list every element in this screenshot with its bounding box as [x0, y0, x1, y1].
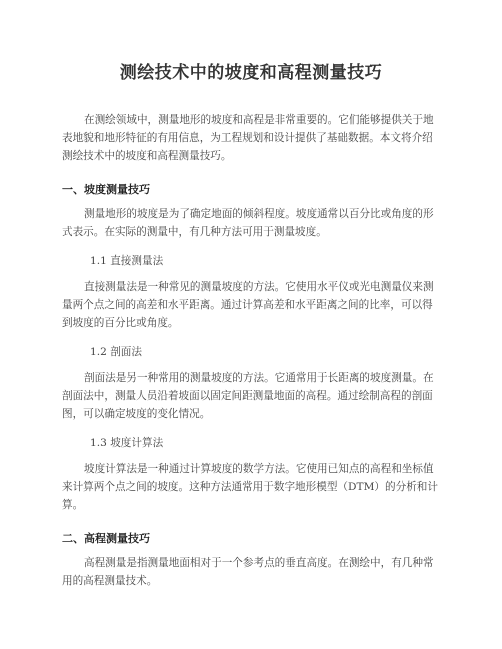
subsection-heading-profile: 1.2 剖面法: [90, 346, 142, 358]
section-heading-slope: 一、坡度测量技巧: [62, 183, 150, 196]
subsection-paragraph-calc: 坡度计算法是一种通过计算坡度的数学方法。它使用已知点的高程和坐标值来计算两个点之间的坡度。这种方法通常用于数字地形模型（DTM）的分析和计算。: [62, 463, 438, 511]
subsection-heading-calc: 1.3 坡度计算法: [90, 437, 164, 449]
section-paragraph-elevation: 高程测量是指测量地面相对于一个参考点的垂直高度。在测绘中，有几种常用的高程测量技术。: [62, 557, 434, 587]
page-title: 测绘技术中的坡度和高程测量技巧: [119, 63, 383, 83]
section-paragraph-slope: 测量地形的坡度是为了确定地面的倾斜程度。坡度通常以百分比或角度的形式表示。在实际的测量中，有几种方法可用于测量坡度。: [62, 208, 434, 238]
subsection-heading-direct: 1.1 直接测量法: [90, 255, 164, 267]
subsection-paragraph-profile: 剖面法是另一种常用的测量坡度的方法。它通常用于长距离的坡度测量。在剖面法中，测量人员沿着坡面以固定间距测量地面的高程。通过绘制高程的剖面图，可以确定坡度的变化情况。: [62, 372, 434, 420]
intro-paragraph: 在测绘领域中，测量地形的坡度和高程是非常重要的。它们能够提供关于地表地貌和地形特征的有用信息，为工程规划和设计提供了基础数据。本文将介绍测绘技术中的坡度和高程测量技巧。: [62, 114, 434, 162]
subsection-paragraph-direct: 直接测量法是一种常见的测量坡度的方法。它使用水平仪或光电测量仪来测量两个点之间的高差和水平距离。通过计算高差和水平距离之间的比率，可以得到坡度的百分比或角度。: [62, 281, 434, 329]
section-heading-elevation: 二、高程测量技巧: [62, 532, 150, 545]
